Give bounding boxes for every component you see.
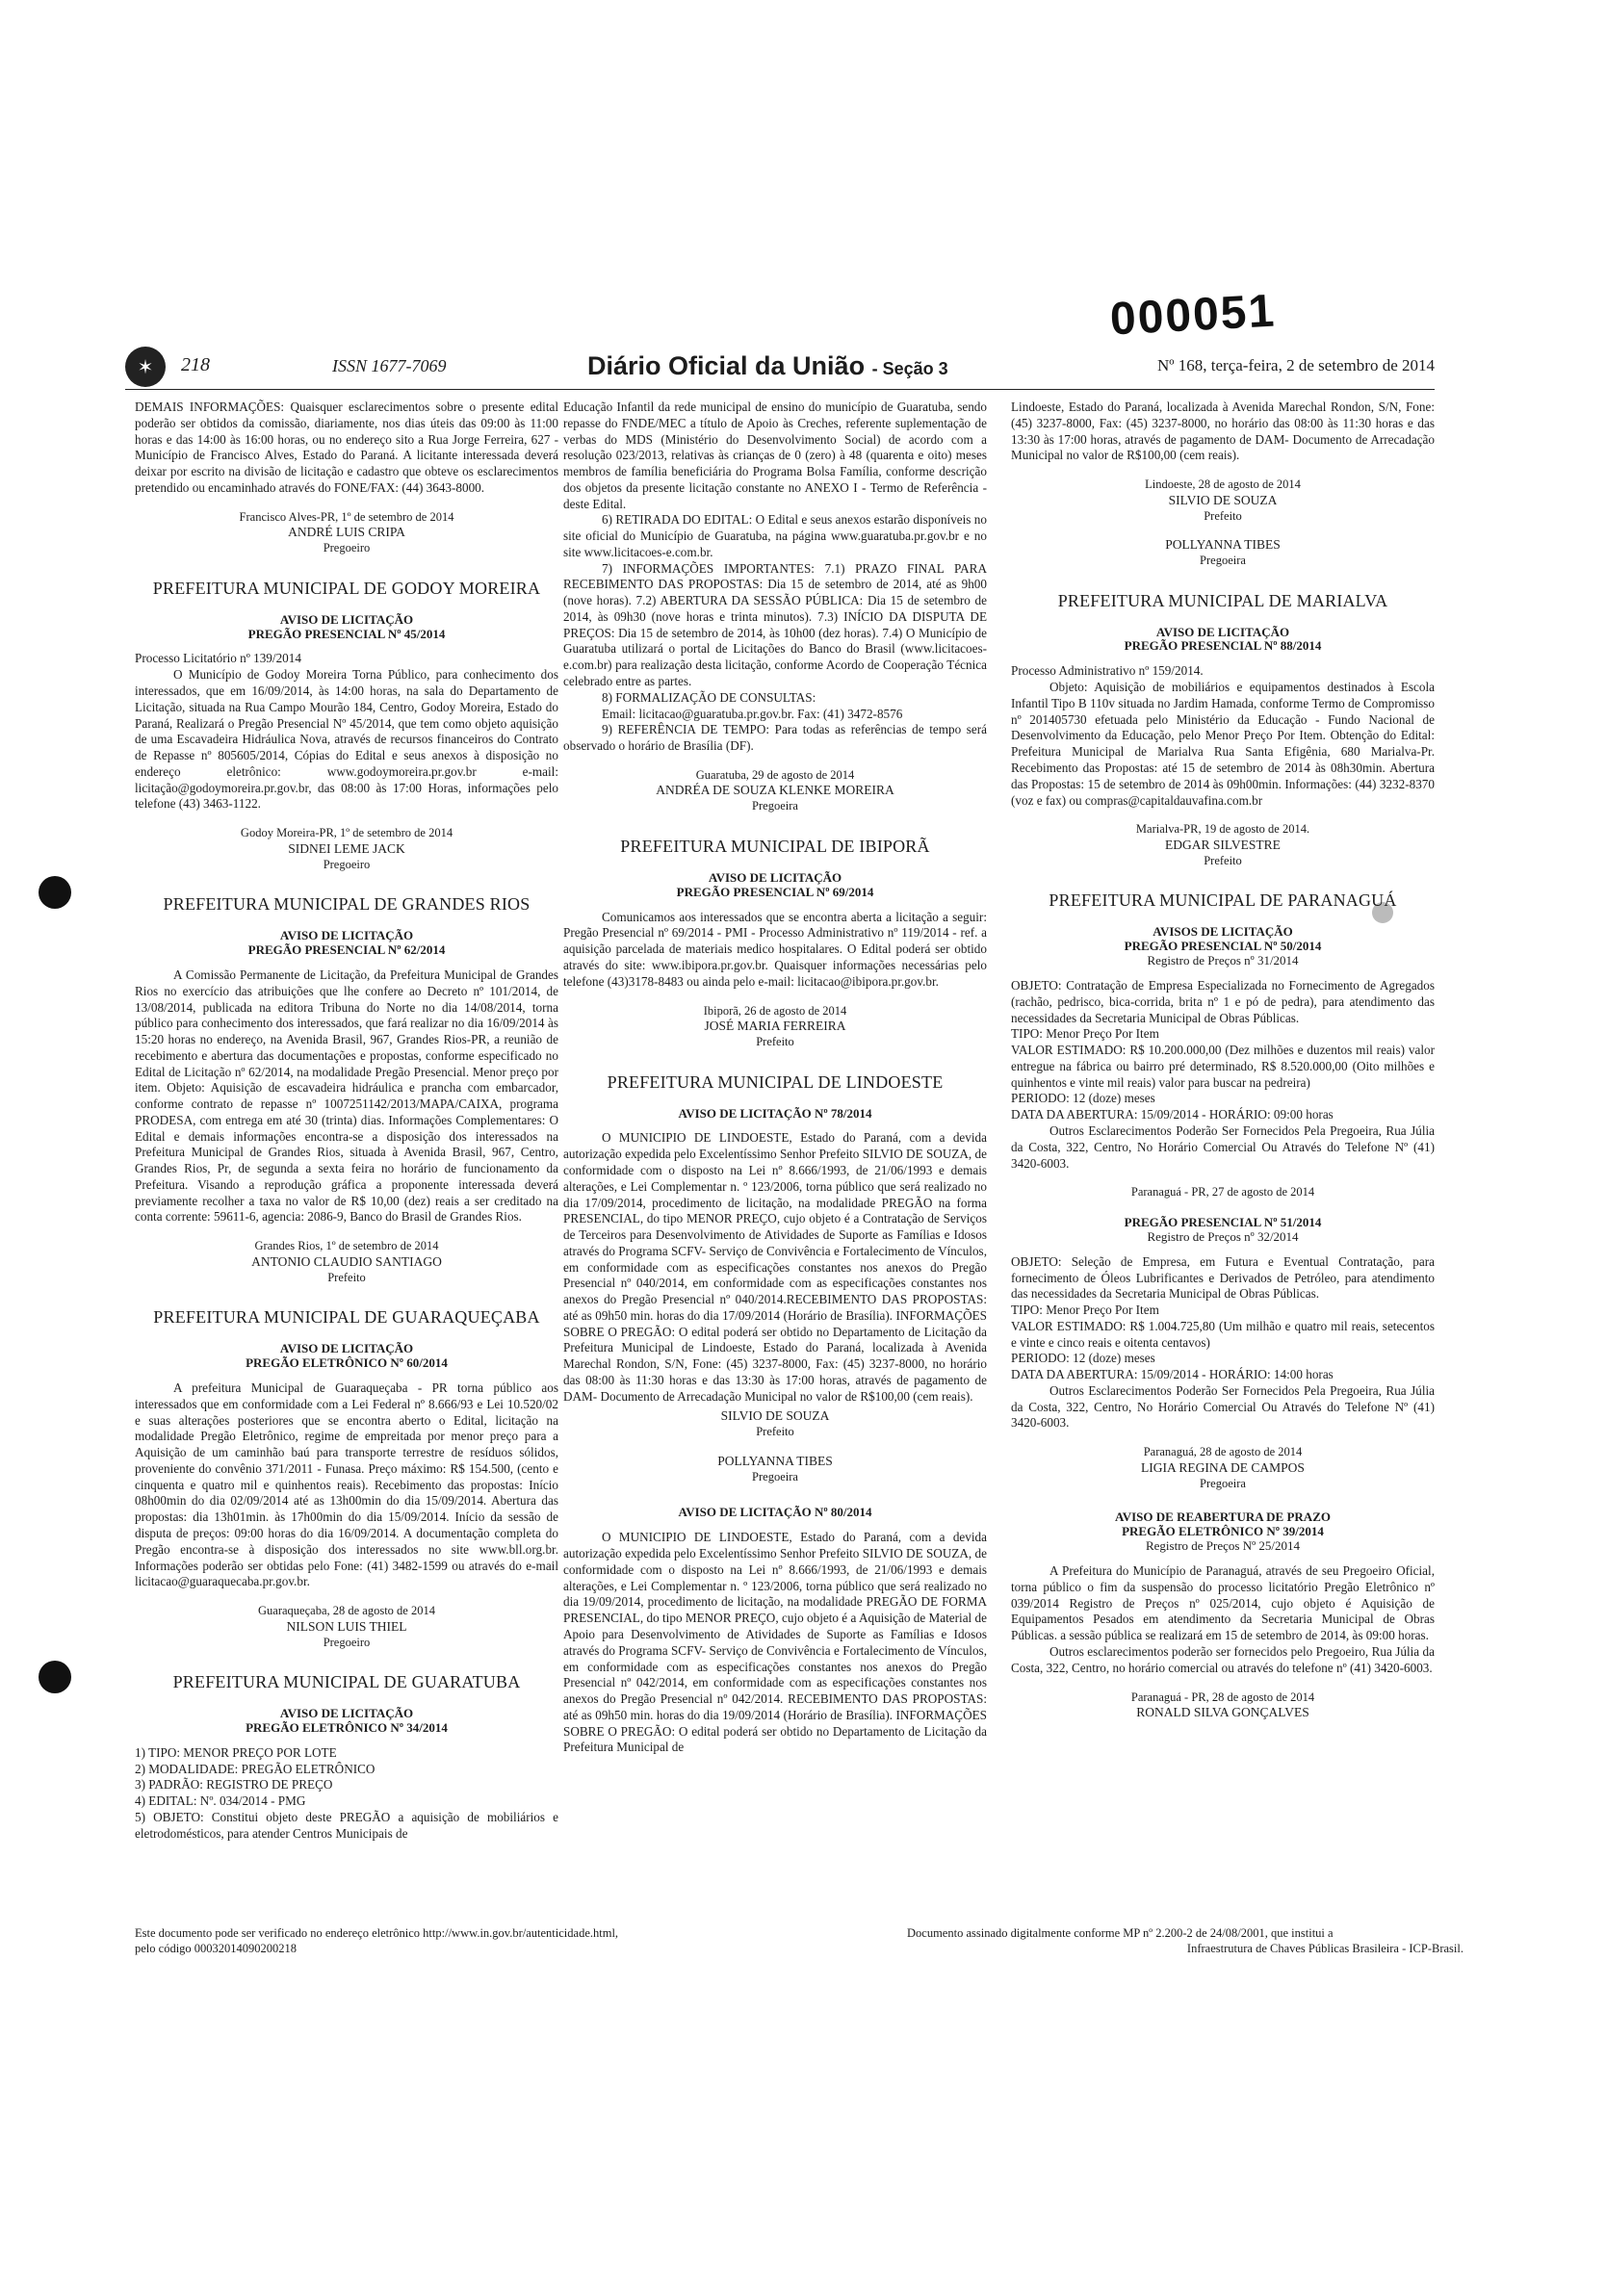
notice-text: A Prefeitura do Município de Paranaguá, através de seu Pregoeiro Oficial, torna público o fim da suspensão do processo licitatório Pregão Eletrônico nº 039/2014 Registro de Preços nº 025/2014, cujo objeto é Aquisição de Equipamentos Pesados em atendimento da Secretaria Municipal de Obras Públicas. a sessão pública se realizará em 15 de setembro de 2014, às 09:00 horas. — [1011, 1563, 1435, 1643]
column-2 — [563, 400, 987, 1756]
list-item: 2) MODALIDADE: PREGÃO ELETRÔNICO — [135, 1761, 376, 1776]
page-footer — [135, 1925, 1464, 1983]
signature-name: SIDNEI LEME JACK — [288, 840, 405, 856]
section-heading: PREFEITURA MUNICIPAL DE MARIALVA — [1057, 590, 1388, 610]
signature-block — [563, 768, 987, 814]
notice-text: 8) FORMALIZAÇÃO DE CONSULTAS: — [602, 689, 816, 705]
signature-name: SILVIO DE SOUZA — [1168, 492, 1278, 507]
signature-role: Pregoeiro — [323, 857, 371, 871]
signature-block — [1011, 1445, 1435, 1491]
notice-title-line: AVISO DE LICITAÇÃO — [279, 928, 414, 943]
notice-title — [563, 1506, 987, 1520]
signature-name: EDGAR SILVESTRE — [1165, 837, 1281, 852]
list-item: 4) EDITAL: Nº. 034/2014 - PMG — [135, 1793, 306, 1809]
notice-text: Processo Administrativo nº 159/2014. — [1011, 663, 1204, 679]
notice-title-line: AVISO DE LICITAÇÃO Nº 80/2014 — [678, 1505, 872, 1520]
page-stamp-number: 000051 — [1108, 285, 1278, 346]
notice-subtitle: Registro de Preços Nº 25/2014 — [1145, 1538, 1300, 1554]
signature-place: Lindoeste, 28 de agosto de 2014 — [1145, 477, 1301, 492]
footer-line: Infraestrutura de Chaves Públicas Brasileira - ICP-Brasil. — [1186, 1942, 1464, 1956]
signature-block — [1011, 477, 1435, 524]
notice-text: PERIODO: 12 (doze) meses — [1011, 1351, 1155, 1366]
notice-title-line: AVISO DE REABERTURA DE PRAZO — [1115, 1509, 1331, 1525]
signature-name: LIGIA REGINA DE CAMPOS — [1141, 1459, 1305, 1475]
journal-section: - Seção 3 — [871, 359, 948, 378]
notice-title-line: PREGÃO PRESENCIAL Nº 62/2014 — [247, 942, 446, 958]
notice-text: Outros esclarecimentos poderão ser fornecidos pelo Pregoeiro, Rua Júlia da Costa, 322, Centro, no horário comercial ou através do telefone nº (41) 3420-6003. — [1011, 1643, 1435, 1675]
notice-text: Objeto: Aquisição de mobiliários e equipamentos destinados à Escola Infantil Tipo B 110v situada no Jardim Hamada, conforme Termo de Compromisso nº 201405730 efetuada pelo Ministério da Educação - Fundo Nacional de Desenvolvimento da Educação, pelo Menor Preço Por Item. Obtenção do Edital: Prefeitura Municipal de Marialva Rua Santa Efigênia, 680 Marialva-Pr. Recebimento das Propostas: até 15 de setembro de 2014 às 08h30min. Abertura das Propostas: 15 de setembro de 2014 às 09h00min. Informações: (44) 3232-8370 (voz e fax) ou compras@capitaldauvafina.com.br — [1011, 680, 1435, 808]
notice-title — [135, 1342, 558, 1371]
signature-block — [135, 1604, 558, 1650]
signature-name: POLLYANNA TIBES — [1165, 537, 1281, 553]
notice-text: VALOR ESTIMADO: R$ 1.004.725,80 (Um milhão e quatro mil reais, setecentos e vinte e cinco reais e oitenta centavos) — [1011, 1318, 1435, 1350]
notice-text: PERIODO: 12 (doze) meses — [1011, 1091, 1155, 1106]
signature-block — [135, 826, 558, 872]
signature-name: SILVIO DE SOUZA — [720, 1408, 830, 1424]
column-3 — [1011, 400, 1435, 1721]
notice-text: 9) REFERÊNCIA DE TEMPO: Para todas as referências de tempo será observado o horário de Brasília (DF). — [563, 722, 987, 754]
signature-place: Francisco Alves-PR, 1º de setembro de 2014 — [239, 509, 454, 524]
notice-text: Comunicamos aos interessados que se encontra aberta a licitação a seguir: Pregão Presencial nº 69/2014 - PMI - Processo Administrativo nº 119/2014 - ref. a aquisição parcelada de materiais medico hospitalares. O Edital poderá ser obtido através do site: www.ibipora.pr.gov.br. Quaisquer informações necessárias pelo telefone (43)3178-8483 ou ainda pelo e-mail: licitacao@ibipora.pr.gov.br. — [563, 909, 987, 989]
notice-subtitle: Registro de Preços nº 32/2014 — [1147, 1228, 1299, 1244]
journal-name: Diário Oficial da União — [587, 351, 866, 380]
journal-title — [587, 351, 948, 381]
notice-text: O Município de Godoy Moreira Torna Público, para conhecimento dos interessados, que em 16/09/2014, às 14:00 horas, na sala do Departamento de Licitação, situada na Rua Campo Mourão 184, Centro, Godoy Moreira, Estado do Paraná, Realizará o Pregão Presencial Nº 45/2014, que tem como objeto aquisição de uma Escavadeira Hidráulica Nova, através de recursos financeiros do Contrato de Repasse nº 805605/2014, Cópias do Edital e seus anexos à disposição no endereço eletrônico: www.godoymoreira.pr.gov.br e-mail: licitação@godoymoreira.pr.gov.br, das 08:00 às 17:00 Horas, informações pelo telefone (43) 3463-1122. — [135, 667, 558, 812]
notice-title — [1011, 925, 1435, 968]
notice-title — [1011, 1510, 1435, 1554]
notice-title — [135, 929, 558, 958]
signature-place: Paranaguá - PR, 27 de agosto de 2014 — [1130, 1185, 1315, 1200]
signature-block — [135, 1239, 558, 1285]
issn: ISSN 1677-7069 — [332, 356, 447, 375]
signature-place: Guaraqueçaba, 28 de agosto de 2014 — [258, 1604, 435, 1618]
notice-title-line: PREGÃO ELETRÔNICO Nº 39/2014 — [1122, 1524, 1324, 1539]
notice-title-line: AVISO DE LICITAÇÃO — [279, 1341, 414, 1356]
signature-name: ANDRÉ LUIS CRIPA — [288, 525, 405, 540]
notice-title — [1011, 626, 1435, 655]
signature-role: Prefeito — [327, 1270, 366, 1284]
section-heading: PREFEITURA MUNICIPAL DE PARANAGUÁ — [1049, 890, 1397, 911]
signature-place: Paranaguá, 28 de agosto de 2014 — [1143, 1445, 1303, 1459]
notice-text: TIPO: Menor Preço Por Item — [1011, 1303, 1159, 1318]
notice-title-line: AVISOS DE LICITAÇÃO — [1153, 924, 1293, 940]
notice-text: A Comissão Permanente de Licitação, da Prefeitura Municipal de Grandes Rios no exercício das atribuições que lhe confere ao Decreto nº 101/2014, de 13/08/2014, publicada na editora Tribuna do Norte no dia 14/08/2014, torna público para conhecimento dos interessados, que fará realizar no dia 16/09/2014 às 15:20 horas no endereço, na Avenida Brasil, 967, Grandes Rios-PR, a reunião de recebimento e abertura das documentações e propostas, conforme especificado no Edital de Licitação nº 62/2014, na modalidade Pregão Presencial. Menor preço por item. Objeto: Aquisição de escavadeira hidráulica e prancha com embarcador, conforme contrato de repasse nº 1007251142/2013/MAPA/CAIXA, programa PRODESA, com entrega em até 30 (trinta) dias. Informações Complementares: O Edital e demais informações encontra-se a disposição dos interessados na Prefeitura Municipal de Grandes Rios, situada à Avenida Brasil, 967, Centro, Grandes Rios, Pr, de segunda a sexta feira no horário de funcionamento da Prefeitura. Visando a reprodução gráfica a proponente interessada deverá previamente recolher a taxa no valor de R$ 10,00 (dez) reais a ser creditado na conta corrente: 59611-6, agencia: 2086-9, Banco do Brasil de Grandes Rios. — [135, 967, 558, 1225]
notice-text: TIPO: Menor Preço Por Item — [1011, 1026, 1159, 1042]
footer-signature-note — [907, 1925, 1464, 1957]
signature-place: Godoy Moreira-PR, 1º de setembro de 2014 — [240, 826, 453, 840]
section-heading: PREFEITURA MUNICIPAL DE GODOY MOREIRA — [152, 578, 541, 598]
signature-block — [563, 1004, 987, 1050]
footer-line: Este documento pode ser verificado no endereço eletrônico http://www.in.gov.br/autenticidade.html, — [135, 1926, 619, 1940]
page-header — [125, 347, 1435, 390]
notice-text: Lindoeste, Estado do Paraná, localizada à Avenida Marechal Rondon, S/N, Fone: (45) 3237-8000, Fax: (45) 3237-8000, no horário das 08:00 às 11:30 horas e das 13:30 às 17:00 horas, através de pagamento de DAM- Documento de Arrecadação Municipal no valor de R$100,00 (cem reais). — [1011, 400, 1435, 463]
signature-role: Prefeito — [1204, 508, 1242, 523]
signature-role: Prefeito — [756, 1425, 794, 1439]
notice-title-line: AVISO DE LICITAÇÃO — [279, 611, 414, 627]
signature-place: Guaratuba, 29 de agosto de 2014 — [695, 767, 855, 782]
signature-role: Prefeito — [756, 1035, 794, 1049]
signature-name: JOSÉ MARIA FERREIRA — [704, 1019, 846, 1034]
notice-title-line: PREGÃO PRESENCIAL Nº 88/2014 — [1124, 638, 1322, 654]
notice-text: VALOR ESTIMADO: R$ 10.200.000,00 (Dez milhões e duzentos mil reais) valor entregue na fábrica ou bairro pré determinado, R$ 8.520.000,00 (Oito milhões e quinhentos e vinte mil reais) valor para buscar na pedreira) — [1011, 1043, 1435, 1090]
signature-block — [1011, 1185, 1435, 1200]
list-item: 3) PADRÃO: REGISTRO DE PREÇO — [135, 1777, 333, 1793]
notice-text: OBJETO: Seleção de Empresa, em Futura e Eventual Contratação, para fornecimento de Óleos Lubrificantes e Derivados de Petróleo, para atendimento das necessidades da Secretaria Municipal de Obras Públicas. — [1011, 1253, 1435, 1302]
notice-title-line: AVISO DE LICITAÇÃO — [708, 869, 842, 885]
notice-title-line: PREGÃO PRESENCIAL Nº 69/2014 — [676, 884, 874, 899]
notice-title-line: AVISO DE LICITAÇÃO — [1155, 624, 1290, 639]
notice-text: Outros Esclarecimentos Poderão Ser Fornecidos Pela Pregoeira, Rua Júlia da Costa, 322, Centro, No Horário Comercial Ou Através do Telefone Nº (41) 3420-6003. — [1011, 1382, 1435, 1431]
signature-block — [563, 1408, 987, 1440]
notice-text: Email: licitacao@guaratuba.pr.gov.br. Fax: (41) 3472-8576 — [602, 706, 903, 721]
signature-name: ANDRÉA DE SOUZA KLENKE MOREIRA — [656, 783, 894, 798]
footer-line: Documento assinado digitalmente conforme MP nº 2.200-2 de 24/08/2001, que institui a — [907, 1926, 1334, 1940]
signature-place: Marialva-PR, 19 de agosto de 2014. — [1135, 822, 1310, 837]
signature-role: Pregoeira — [752, 1469, 798, 1483]
notice-title-line: PREGÃO PRESENCIAL Nº 45/2014 — [247, 626, 446, 641]
footer-verification — [135, 1925, 712, 1957]
notice-text: DEMAIS INFORMAÇÕES: Quaisquer esclarecimentos sobre o presente edital poderão ser obtidos da comissão, diariamente, nos dias úteis das 09:00 às 11:00 horas e das 14:00 às 16:00 horas, ou no endereço sito a Rua Jorge Ferreira, 627 - Município de Francisco Alves, Estado do Paraná. A licitante interessada deverá deixar por escrito na divisão de licitação e cadastro que obteve os esclarecimentos pretendido ou encaminhado através do FONE/FAX: (44) 3643-8000. — [135, 400, 558, 495]
notice-text: Processo Licitatório nº 139/2014 — [135, 651, 301, 666]
notice-title — [1011, 1216, 1435, 1245]
signature-role: Prefeito — [1204, 853, 1242, 867]
signature-block — [1011, 537, 1435, 569]
notice-title-line: PREGÃO ELETRÔNICO Nº 60/2014 — [246, 1355, 448, 1371]
issue-date: Nº 168, terça-feira, 2 de setembro de 2014 — [1156, 356, 1435, 374]
signature-role: Pregoeira — [1200, 554, 1246, 568]
notice-text: 6) RETIRADA DO EDITAL: O Edital e seus anexos estarão disponíveis no site oficial do Município de Guaratuba, na página www.guaratuba.pr.gov.br e no site www.licitacoes-e.com.br. — [563, 512, 987, 559]
notice-subtitle: Registro de Preços nº 31/2014 — [1147, 953, 1299, 968]
notice-title-line: AVISO DE LICITAÇÃO Nº 78/2014 — [678, 1105, 872, 1121]
notice-text: Outros Esclarecimentos Poderão Ser Fornecidos Pela Pregoeira, Rua Júlia da Costa, 322, Centro, No Horário Comercial Ou Através do Telefone Nº (41) 3420-6003. — [1011, 1123, 1435, 1171]
notice-text: A prefeitura Municipal de Guaraqueçaba - PR torna público aos interessados que em conformidade com a Lei Federal nº 8.666/93 e Lei 10.520/02 e suas alterações posteriores que se encontra aberto o Edital, licitação na modalidade Pregão Eletrônico, regime de empreitada por menor preço para a Aquisição de um caminhão baú para transporte terrestre de resíduos sólidos, proveniente do convênio 371/2011 - Funasa. Preço máximo: R$ 154.500, (cento e cinquenta e quatro mil e quinhentos reais). Recebimento das propostas: Início 08h00min do dia 02/09/2014 até as 13h00min do dia 15/09/2014. Abertura das propostas: dia 13h01min. às 17h00min do dia 15/09/2014. Início da sessão de disputa de preços: 09:00 horas do dia 16/09/2014. A documentação completa do Pregão encontra-se à disposição dos interessados no site www.bll.org.br. Informações poderão ser obtidas pelo Fone: (41) 3482-1599 ou através do e-mail licitacao@guaraquecaba.pr.gov.br. — [135, 1380, 558, 1589]
signature-role: Pregoeira — [1200, 1476, 1246, 1490]
signature-block — [135, 510, 558, 556]
section-heading: PREFEITURA MUNICIPAL DE LINDOESTE — [607, 1071, 944, 1092]
signature-role: Pregoeira — [752, 799, 798, 813]
signature-place: Paranaguá - PR, 28 de agosto de 2014 — [1130, 1690, 1315, 1704]
notice-text: 7) INFORMAÇÕES IMPORTANTES: 7.1) PRAZO FINAL PARA RECEBIMENTO DAS PROPOSTAS: Dia 15 de setembro de 2014, até as 9h00 (nove horas). 7.2) ABERTURA DA SESSÃO PÚBLICA: Dia 15 de setembro de 2014, às 09h30 (nove horas e trinta minutos). 7.3) INÍCIO DA DISPUTA DE PREÇOS: Dia 15 de setembro de 2014, às 10h00 (dez horas). 7.4) O Município de Guaratuba utilizará o portal de Licitações do Banco do Brasil (www.licitacoes-e.com.br) para realização desta licitação, conforme Acordo de Cooperação Técnica celebrado entre as partes. — [563, 560, 987, 689]
signature-block — [563, 1454, 987, 1485]
signature-place: Ibiporã, 26 de agosto de 2014 — [703, 1003, 847, 1018]
notice-title-line: PREGÃO PRESENCIAL Nº 50/2014 — [1124, 939, 1322, 954]
punch-hole — [39, 1661, 71, 1693]
signature-role: Pregoeiro — [323, 541, 371, 555]
list-item: 5) OBJETO: Constitui objeto deste PREGÃO a aquisição de mobiliários e eletrodomésticos, para atender Centros Municipais de — [135, 1809, 558, 1841]
notice-text: O MUNICIPIO DE LINDOESTE, Estado do Paraná, com a devida autorização expedida pelo Excelentíssimo Senhor Prefeito SILVIO DE SOUZA, de conformidade com o disposto na Lei nº 8.666/1993, de 21/06/1993 e demais alterações, e Lei Complementar n. º 123/2006, torna público que será realizado no dia 17/09/2014, procedimento de licitação, na modalidade PREGÃO na forma PRESENCIAL, do tipo MENOR PREÇO, cujo objeto é a Contratação de Serviços de Terceiros para Desenvolvimento de Atividades de Suporte as Famílias e Idosos através do Programa SCFV- Serviço de Convivência e Fortalecimento de Vínculos, em conformidade com as especificações constantes nos anexos do Pregão Presencial nº 040/2014, em conformidade com as especificações constantes nos anexos do Pregão Presencial nº 040/2014.RECEBIMENTO DAS PROPOSTAS: até as 09h50 min. horas do dia 17/09/2014 (Horário de Brasília). INFORMAÇÕES SOBRE O PREGÃO: O edital poderá ser obtido no Departamento de Licitação da Prefeitura Municipal de Lindoeste, Estado do Paraná, localizada à Avenida Marechal Rondon, S/N, Fone: (45) 3237-8000, Fax: (45) 3237-8000, no horário das 08:00 às 11:30 horas e das 13:30 às 17:00 horas, através de pagamento de DAM- Documento de Arrecadação Municipal no valor de R$100,00 (cem reais). — [563, 1130, 987, 1404]
notice-text: Educação Infantil da rede municipal de ensino do município de Guaratuba, sendo repasse do FNDE/MEC a título de Apoio às Creches, referente suplementação de verbas do MDS (Ministério do Desenvolvimento Social) de acordo com a resolução 023/2013, relativas às crianças de 0 (zero) à 48 (quarenta e oito) meses membros de família beneficiária do Programa Bolsa Família, conforme descrição dos objetos da presente licitação constante no ANEXO I - Termo de Referência - deste Edital. — [563, 400, 987, 511]
punch-hole — [39, 876, 71, 909]
notice-text: DATA DA ABERTURA: 15/09/2014 - HORÁRIO: 14:00 horas — [1011, 1367, 1334, 1382]
section-heading: PREFEITURA MUNICIPAL DE GUARATUBA — [172, 1672, 521, 1692]
notice-text: OBJETO: Contratação de Empresa Especializada no Fornecimento de Agregados (rachão, pedrisco, bica-corrida, brita nº 1 e pó de pedra), para atendimento das necessidades da Secretaria Municipal de Obras Públicas. — [1011, 978, 1435, 1025]
footer-line: pelo código 00032014090200218 — [135, 1942, 298, 1956]
signature-name: ANTONIO CLAUDIO SANTIAGO — [251, 1253, 442, 1269]
list-item: 1) TIPO: MENOR PREÇO POR LOTE — [135, 1744, 337, 1760]
signature-block — [1011, 1690, 1435, 1722]
notice-title-line: PREGÃO ELETRÔNICO Nº 34/2014 — [246, 1719, 448, 1735]
notice-text: O MUNICIPIO DE LINDOESTE, Estado do Paraná, com a devida autorização expedida pelo Excelentíssimo Senhor Prefeito SILVIO DE SOUZA, de conformidade com o disposto na Lei nº 8.666/1993, de 21/06/1993 e demais alterações, e Lei Complementar n. º 123/2006, torna público que será realizado no dia 19/09/2014, procedimento de licitação, na modalidade PREGÃO DE FORMA PRESENCIAL, do tipo MENOR PREÇO, cujo objeto é a Aquisição de Material de Apoio para Desenvolvimento de Atividades de Suporte as Famílias e Idosos através do Programa SCFV- Serviço de Convivência e Fortalecimento de Vínculos, em conformidade com as especificações constantes nos anexos do Pregão Presencial nº 042/2014, em conformidade com as especificações constantes nos anexos do Pregão Presencial nº 042/2014. RECEBIMENTO DAS PROPOSTAS: até as 09h50 min. horas do dia 19/09/2014 (Horário de Brasília). INFORMAÇÕES SOBRE O PREGÃO: O edital poderá ser obtido no Departamento de Licitação da Prefeitura Municipal de — [563, 1530, 987, 1755]
signature-name: NILSON LUIS THIEL — [286, 1618, 407, 1634]
section-heading: PREFEITURA MUNICIPAL DE GRANDES RIOS — [163, 894, 531, 915]
column-1 — [135, 400, 558, 1842]
notice-title-line: PREGÃO PRESENCIAL Nº 51/2014 — [1124, 1214, 1322, 1229]
signature-place: Grandes Rios, 1º de setembro de 2014 — [254, 1239, 439, 1253]
notice-title-line: AVISO DE LICITAÇÃO — [279, 1706, 414, 1721]
notice-title — [135, 613, 558, 642]
notice-item-list — [135, 1745, 558, 1843]
page-number: 218 — [181, 354, 210, 375]
notice-title — [563, 871, 987, 900]
section-heading: PREFEITURA MUNICIPAL DE IBIPORÃ — [620, 836, 930, 856]
signature-name: POLLYANNA TIBES — [717, 1453, 833, 1468]
notice-text: DATA DA ABERTURA: 15/09/2014 - HORÁRIO: 09:00 horas — [1011, 1107, 1334, 1122]
signature-name: RONALD SILVA GONÇALVES — [1136, 1705, 1309, 1720]
signature-role: Pregoeiro — [323, 1635, 371, 1649]
signature-block — [1011, 822, 1435, 868]
notice-title — [135, 1707, 558, 1736]
notice-title — [563, 1107, 987, 1122]
coat-of-arms-icon: ✶ — [125, 347, 166, 387]
section-heading: PREFEITURA MUNICIPAL DE GUARAQUEÇABA — [153, 1307, 540, 1328]
